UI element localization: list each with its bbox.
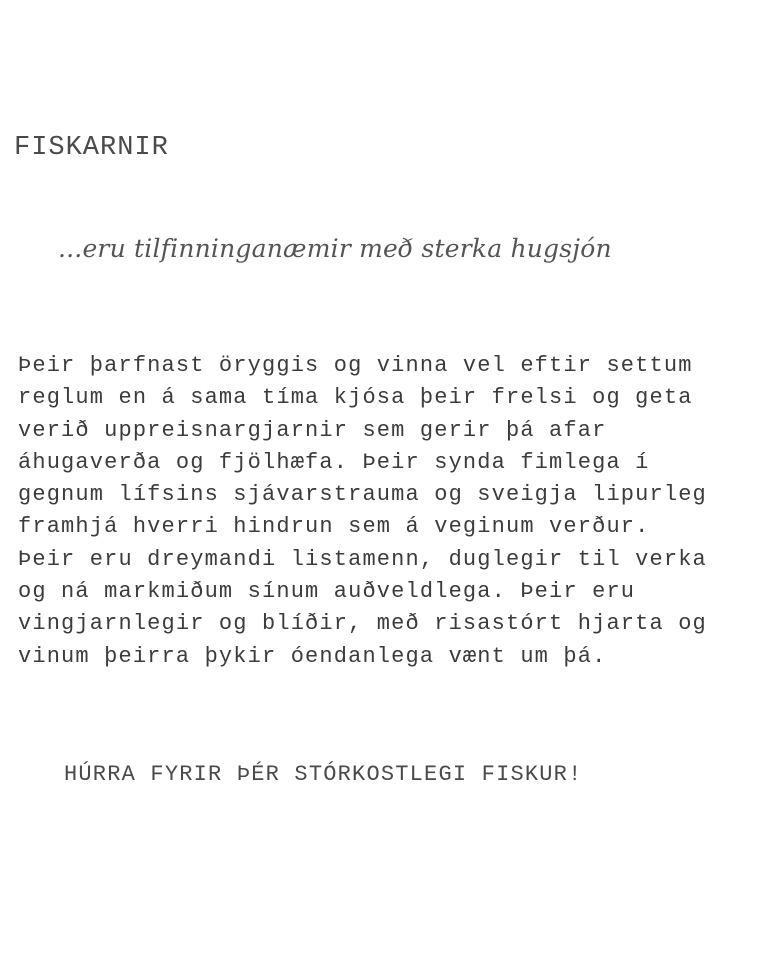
document-title: FISKARNIR bbox=[14, 133, 169, 163]
body-line: gegnum lífsins sjávarstrauma og sveigja lipurleg bbox=[18, 482, 707, 508]
body-line: reglum en á sama tíma kjósa þeir frelsi og geta bbox=[18, 385, 693, 411]
body-line: vingjarnlegir og blíðir, með risastórt hjarta og bbox=[18, 611, 707, 637]
body-line: vinum þeirra þykir óendanlega vænt um þá. bbox=[18, 643, 607, 669]
body-line: Þeir þarfnast öryggis og vinna vel eftir settum bbox=[18, 353, 693, 378]
body-line: og ná markmiðum sínum auðveldlega. Þeir eru bbox=[18, 579, 636, 605]
body-paragraph bbox=[18, 350, 770, 673]
body-line: verið uppreisnargjarnir sem gerir þá afar bbox=[18, 417, 607, 443]
closing-line: HÚRRA FYRIR ÞÉR STÓRKOSTLEGI FISKUR! bbox=[64, 762, 583, 787]
body-line: Þeir eru dreymandi listamenn, duglegir til verka bbox=[18, 546, 707, 572]
body-line: framhjá hverri hindrun sem á veginum verður. bbox=[18, 514, 650, 540]
body-line: áhugaverða og fjölhæfa. Þeir synda fimlega í bbox=[18, 449, 650, 475]
document-subtitle: ...eru tilfinninganæmir með sterka hugsjón bbox=[58, 234, 612, 263]
